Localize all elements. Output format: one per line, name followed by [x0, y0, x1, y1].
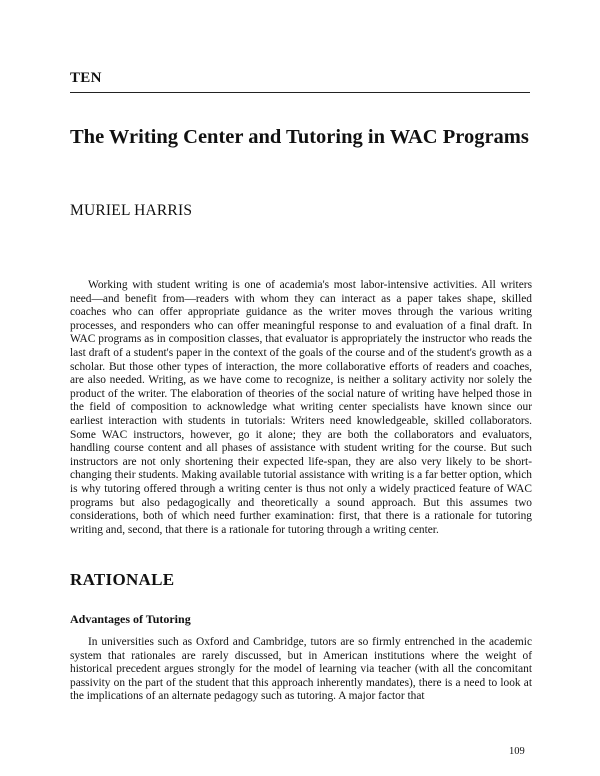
- chapter-title: The Writing Center and Tutoring in WAC Programs: [70, 126, 529, 148]
- body-paragraph: In universities such as Oxford and Cambridge, tutors are so firmly entrenched in the academic system that rationales are rarely discussed, but in American institutions where the weight of historical precedent argues strongly for the model of learning via teacher (with all the concomitant passivity on the part of the student that this approach inherently mandates), there is a need to look at the implications of an alternate pedagogy such as tutoring. A major factor that: [70, 636, 532, 703]
- body-paragraph: Working with student writing is one of academia's most labor-intensive activities. All writers need—and benefit from—readers with whom they can interact as a paper takes shape, skilled coaches who can offer appropriate guidance as the writer moves through the various writing processes, and responders who can offer meaningful response to and evaluation of a final draft. In WAC programs as in composition classes, that evaluator is appropriately the instructor who reads the last draft of a student's paper in the context of the goals of the course and of the student's growth as a scholar. But those other types of interaction, the more collaborative efforts of readers and coaches, are also needed. Writing, as we have come to recognize, is neither a solitary activity nor solely the product of the writer. The elaboration of theories of the social nature of writing have helped those in the field of composition to acknowledge what writing center specialists have known since our earliest interaction with students in tutorials: Writers need knowledgeable, skilled collaborators. Some WAC instructors, however, go it alone; they are both the collaborators and evaluators, handling course content and all phases of assistance with student writing for the course. But such instructors are not only shortening their expected life-span, they are also very likely to be short-changing their students. Making available tutorial assistance with writing is a far better option, which is why tutoring offered through a writing center is thus not only a widely practiced feature of WAC programs but also pedagogically and theoretically a sound approach. But this assumes two considerations, both of which need further examination: first, that there is a rationale for tutoring writing and, second, that there is a rationale for tutoring through a writing center.: [70, 279, 532, 536]
- section-heading: RATIONALE: [70, 570, 175, 589]
- author-name: MURIEL HARRIS: [70, 202, 193, 219]
- page-number: 109: [509, 746, 525, 757]
- chapter-divider: [70, 92, 530, 93]
- subsection-heading: Advantages of Tutoring: [70, 612, 191, 626]
- chapter-number: TEN: [70, 70, 102, 86]
